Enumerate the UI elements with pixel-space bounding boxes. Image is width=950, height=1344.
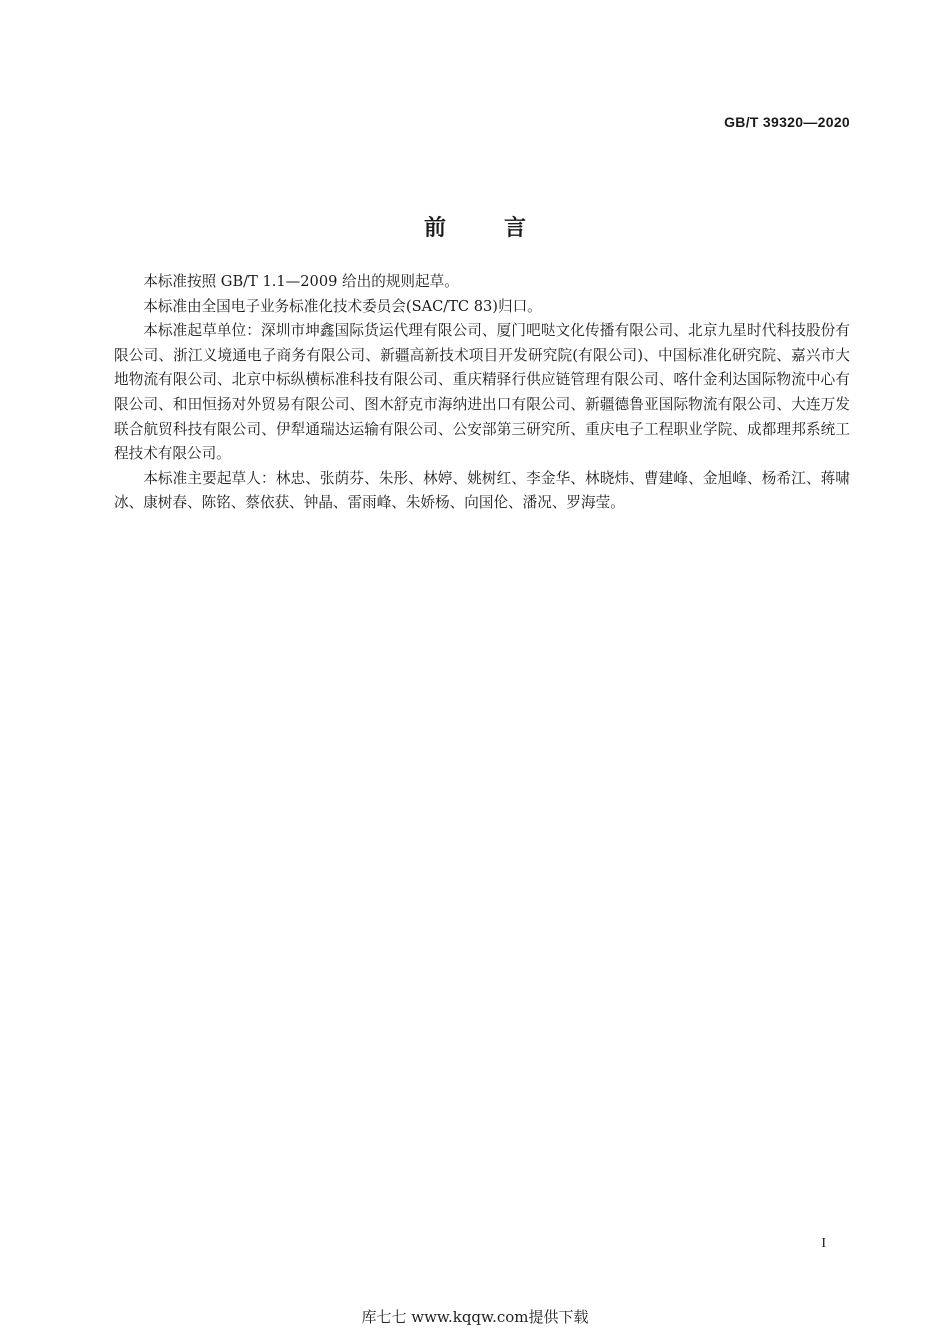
- paragraph-main-drafters: 本标准主要起草人：林忠、张荫芬、朱彤、林婷、姚树红、李金华、林晓炜、曹建峰、金旭峰、杨希江、蒋啸冰、康树春、陈铭、蔡依获、钟晶、雷雨峰、朱娇杨、向国伦、潘况、罗海莹。: [114, 469, 850, 512]
- foreword-body: [114, 270, 850, 516]
- paragraph-responsible-committee: 本标准由全国电子业务标准化技术委员会(SAC/TC 83)归口。: [143, 297, 542, 315]
- download-footer: 库七七 www.kqqw.com提供下载: [361, 1308, 589, 1326]
- page-title: 前言: [423, 215, 584, 241]
- paragraph-drafting-units: 本标准起草单位：深圳市坤鑫国际货运代理有限公司、厦门吧哒文化传播有限公司、北京九星时代科技股份有限公司、浙江义境通电子商务有限公司、新疆高新技术项目开发研究院(有限公司)、中国标准化研究院、嘉兴市大地物流有限公司、北京中标纵横标准科技有限公司、重庆精驿行供应链管理有限公司、喀什金利达国际物流中心有限公司、和田恒扬对外贸易有限公司、图木舒克市海纳进出口有限公司、新疆德鲁亚国际物流有限公司、大连万发联合航贸科技有限公司、伊犁通瑞达运输有限公司、公安部第三研究所、重庆电子工程职业学院、成都理邦系统工程技术有限公司。: [114, 322, 850, 463]
- paragraph-drafting-rules: 本标准按照 GB/T 1.1—2009 给出的规则起草。: [143, 273, 459, 290]
- standard-code: GB/T 39320—2020: [724, 114, 850, 130]
- page-number: I: [821, 1236, 826, 1251]
